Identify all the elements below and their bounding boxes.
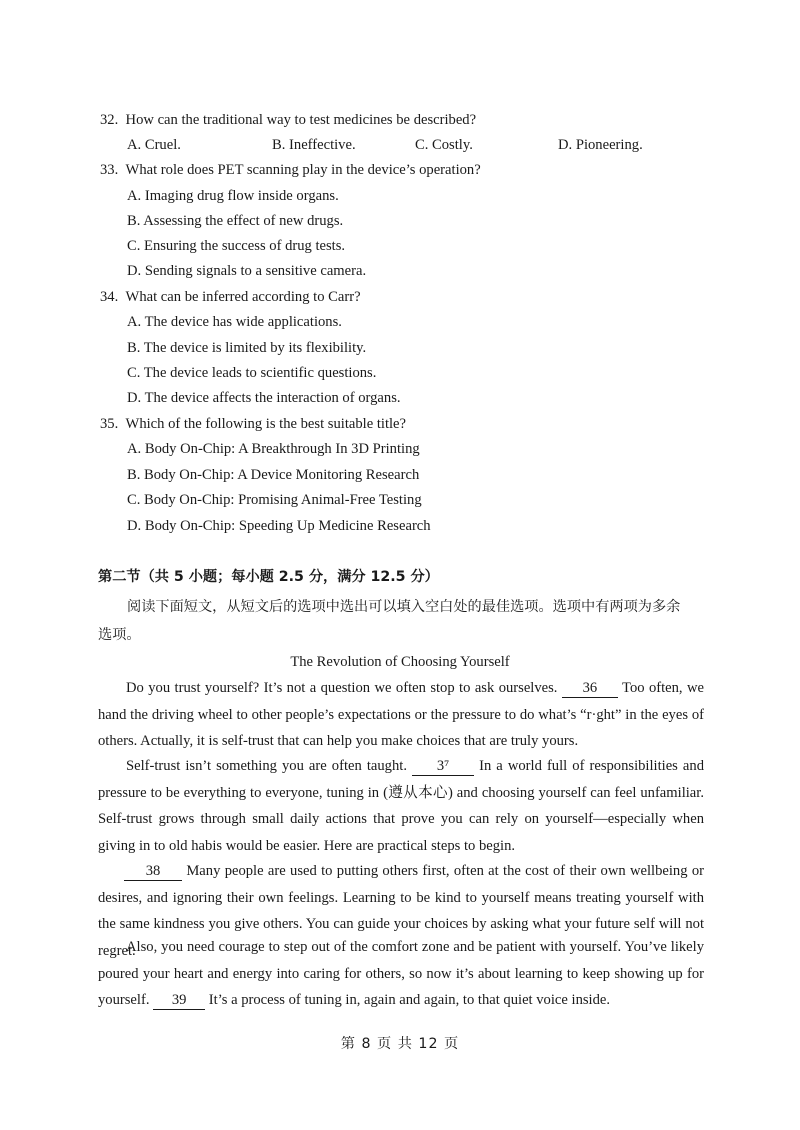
question-32-stem: 32. How can the traditional way to test medicines be described? bbox=[100, 112, 477, 128]
passage-paragraph-1: Do you trust yourself? It’s not a question we often stop to ask ourselves. 36 Too often, we hand the driving wheel to other people’s expectations or the pressure to do what’s “r·ght” in the eyes of others. Actually, it is self-trust that can help you make choices that are truly yours. bbox=[98, 680, 705, 749]
section-instruction-line1: 阅读下面短文，从短文后的选项中选出可以填入空白处的最佳选项。选项中有两项为多余 bbox=[127, 599, 681, 615]
question-33-option-d: D. Sending signals to a sensitive camera. bbox=[127, 263, 367, 279]
question-35-option-c: C. Body On-Chip: Promising Animal-Free Testing bbox=[127, 492, 422, 508]
question-34-option-c: C. The device leads to scientific questions. bbox=[127, 365, 377, 381]
question-32-option-d: D. Pioneering. bbox=[558, 137, 643, 153]
blank-39: 39 bbox=[153, 991, 205, 1010]
question-33-option-a: A. Imaging drug flow inside organs. bbox=[127, 188, 339, 204]
question-34-stem: 34. What can be inferred according to Carr? bbox=[100, 289, 361, 305]
passage-paragraph-2: Self-trust isn’t something you are often taught. 3⁷ In a world full of responsibilities and pressure to be everything to everyone, tuning in (遵从本心) and choosing yourself can feel unfamiliar. Self-trust grows through small daily actions that prove you can rely on yourself—especially when giving in to old habis would be easier. Here are practical steps to begin. bbox=[98, 758, 704, 854]
question-34-option-a: A. The device has wide applications. bbox=[127, 314, 342, 330]
blank-37: 3⁷ bbox=[412, 757, 474, 776]
question-34-option-d: D. The device affects the interaction of organs. bbox=[127, 390, 401, 406]
question-34-option-b: B. The device is limited by its flexibility. bbox=[127, 340, 367, 356]
question-35-option-a: A. Body On-Chip: A Breakthrough In 3D Printing bbox=[127, 441, 420, 457]
question-35-stem: 35. Which of the following is the best suitable title? bbox=[100, 416, 407, 432]
blank-38: 38 bbox=[124, 862, 182, 881]
passage-paragraph-3: 38 Many people are used to putting others first, often at the cost of their own wellbeing or desires, and ignoring their own feelings. Learning to be kind to yourself means treating yourself with the same kindness you give others. You can guide your choices by asking what your future self will not regret. bbox=[98, 863, 704, 959]
question-32-option-b: B. Ineffective. bbox=[272, 137, 356, 153]
question-32-option-c: C. Costly. bbox=[415, 137, 473, 153]
blank-36: 36 bbox=[562, 679, 618, 698]
section-instruction-line2: 选项。 bbox=[98, 627, 141, 643]
passage-paragraph-4: Also, you need courage to step out of the comfort zone and be patient with yourself. You’ve likely poured your heart and energy into caring for others, so now it’s about learning to keep showing up for yourself. 39 It’s a process of tuning in, again and again, to that quiet voice inside. bbox=[98, 939, 704, 1008]
question-35-option-b: B. Body On-Chip: A Device Monitoring Research bbox=[127, 467, 420, 483]
section-heading: 第二节（共 5 小题；每小题 2.5 分，满分 12.5 分） bbox=[98, 569, 439, 585]
question-33-option-c: C. Ensuring the success of drug tests. bbox=[127, 238, 346, 254]
question-32-option-a: A. Cruel. bbox=[127, 137, 181, 153]
question-33-stem: 33. What role does PET scanning play in the device’s operation? bbox=[100, 162, 481, 178]
question-35-option-d: D. Body On-Chip: Speeding Up Medicine Research bbox=[127, 518, 431, 534]
question-33-option-b: B. Assessing the effect of new drugs. bbox=[127, 213, 344, 229]
passage-title: The Revolution of Choosing Yourself bbox=[290, 654, 510, 670]
page-number-footer: 第 8 页 共 12 页 bbox=[340, 1036, 460, 1052]
